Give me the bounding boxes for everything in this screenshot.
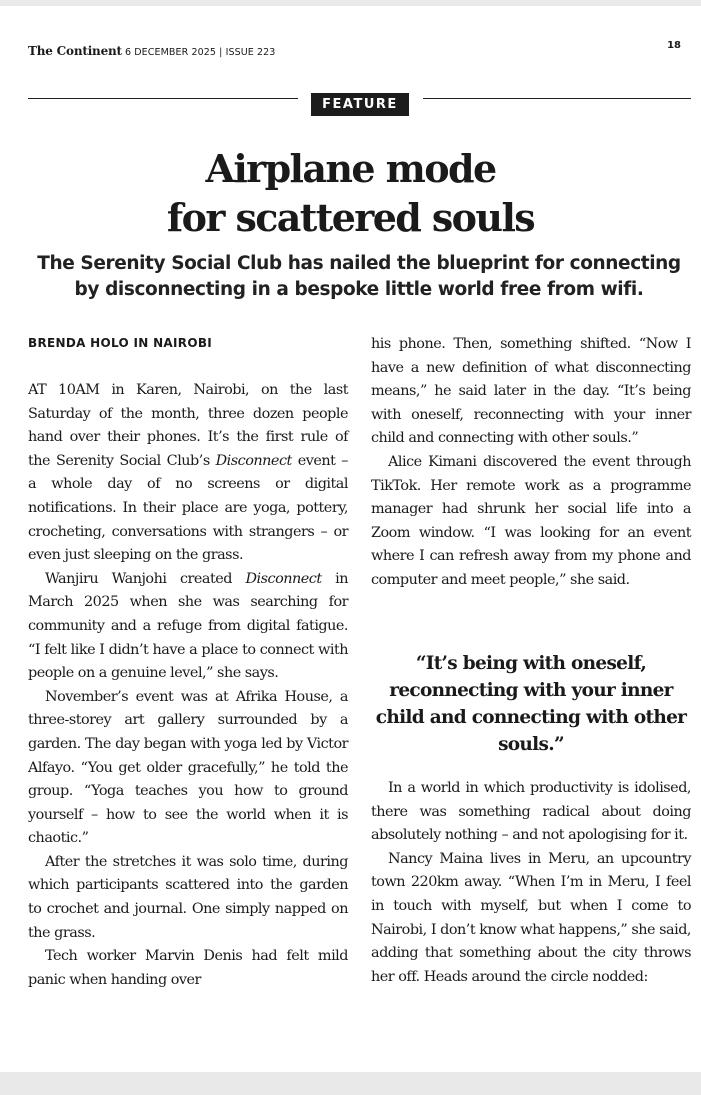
kicker-rule-left [28, 98, 298, 99]
standfirst-line-1: The Serenity Social Club has nailed the blueprint for connecting [37, 253, 681, 274]
masthead [28, 40, 681, 56]
kicker-rule-right [423, 98, 691, 99]
pull-quote: “It’s being with oneself, reconnecting with your inner child and connecting with other souls.” [375, 653, 687, 755]
body-paragraph: Tech worker Marvin Denis had felt mild panic when handing over [28, 948, 348, 988]
section-kicker: FEATURE [311, 93, 409, 116]
body-text: event – a whole day of no screens or digital notifications. In their place are yoga, pottery, crocheting, conversations with strangers – or even just sleeping on the grass. [28, 452, 349, 564]
headline-line-2: for scattered souls [166, 195, 535, 240]
standfirst-line-2: by disconnecting in a bespoke little world free from wifi. [74, 279, 644, 300]
event-name-italic: Disconnect [245, 570, 322, 587]
standfirst [22, 251, 696, 303]
body-column-right-top [371, 333, 691, 593]
page-number: 18 [667, 40, 681, 51]
body-column-right-bottom [371, 777, 691, 989]
body-column-left [28, 379, 348, 992]
body-paragraph: November’s event was at Afrika House, a three-storey art gallery surrounded by a garden. The day began with yoga led by Victor Alfayo. “You get older gracefully,” he told the group. “Yoga teaches you how to ground yourself – how to see the world when it is chaotic.” [28, 688, 348, 847]
body-text: Wanjiru Wanjohi created [45, 570, 246, 587]
body-paragraph [28, 568, 348, 686]
headline-line-1: Airplane mode [205, 146, 496, 191]
magazine-page [0, 6, 701, 1072]
body-text: AT 10AM in Karen, Nairobi, on the last Saturday of the month, three dozen people hand over their phones. It’s the first rule of the Serenity Social Club’s [28, 382, 348, 469]
publication-name: The Continent [28, 44, 122, 58]
body-paragraph: his phone. Then, something shifted. “Now I have a new definition of what disconnecting means,” he said later in the day. “It’s being with oneself, reconnecting with your inner child and connecting with other souls.” [371, 336, 691, 447]
event-name-italic: Disconnect [215, 452, 292, 469]
body-paragraph: Alice Kimani discovered the event through TikTok. Her remote work as a programme manager had shrunk her social life into a Zoom window. “I was looking for an event where I can refresh away from my phone and computer and meet people,” she said. [371, 453, 691, 588]
body-paragraph: Nancy Maina lives in Meru, an upcountry town 220km away. “When I’m in Meru, I feel in touch with myself, but when I come to Nairobi, I don’t know what happens,” she said, adding that something about the city throws her off. Heads around the circle nodded: [371, 850, 691, 985]
body-text: in March 2025 when she was searching for community and a refuge from digital fatigue. “I felt like I didn’t have a place to connect with people on a genuine level,” she says. [28, 570, 348, 682]
body-paragraph: In a world in which productivity is idolised, there was something radical about doing absolutely nothing – and not apologising for it. [371, 780, 691, 844]
issue-date: 6 DECEMBER 2025 | ISSUE 223 [121, 47, 276, 58]
body-paragraph: After the stretches it was solo time, during which participants scattered into the garden to crochet and journal. One simply napped on the grass. [28, 853, 348, 941]
byline: BRENDA HOLO IN NAIROBI [28, 336, 213, 350]
body-paragraph [28, 379, 348, 568]
headline [0, 144, 701, 242]
